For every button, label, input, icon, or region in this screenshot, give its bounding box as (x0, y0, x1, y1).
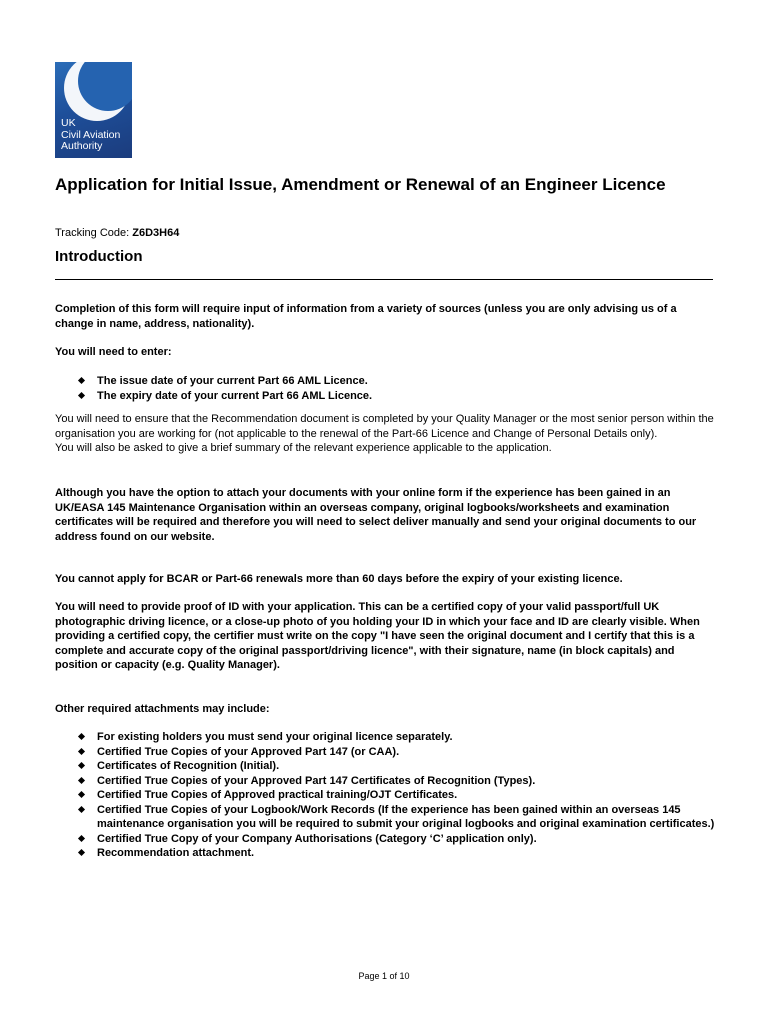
tracking-value: Z6D3H64 (132, 227, 180, 239)
page-number: Page 1 of 10 (358, 971, 410, 981)
need-to-enter-label: You will need to enter: (55, 346, 172, 358)
list-item: The issue date of your current Part 66 AML Licence. (55, 374, 715, 389)
logo-line-2: Civil Aviation (61, 128, 121, 141)
tracking-label: Tracking Code: (55, 227, 133, 239)
list-item: Certified True Copies of your Approved Part 147 (or CAA). (55, 745, 715, 760)
list-item: Certified True Copies of your Logbook/Work Records (If the experience has been gained within an overseas 145 maintenance organisation you will be required to submit your original logbooks and original examination certificates.) (55, 803, 715, 832)
list-item: Certified True Copies of Approved practical training/OJT Certificates. (55, 788, 715, 803)
attachments-list (55, 730, 715, 861)
list-item: The expiry date of your current Part 66 AML Licence. (55, 389, 715, 404)
logo-line-3: Authority (61, 140, 103, 152)
other-attachments-heading: Other required attachments may include: (55, 703, 270, 715)
uk-caa-logo (55, 62, 132, 158)
bullet-icon (78, 377, 85, 384)
bullet-icon (78, 791, 85, 798)
document-title: Application for Initial Issue, Amendment or Renewal of an Engineer Licence (55, 175, 666, 194)
list-item: Certificates of Recognition (Initial). (55, 759, 715, 774)
list-item: Certified True Copy of your Company Authorisations (Category ‘C’ application only). (55, 832, 715, 847)
list-item: Recommendation attachment. (55, 846, 715, 861)
bullet-icon (78, 747, 85, 754)
section-heading: Introduction (55, 248, 143, 265)
logo-wordmark (61, 118, 120, 153)
list-item: Certified True Copies of your Approved Part 147 Certificates of Recognition (Types). (55, 774, 715, 789)
logo-line-1: UK (61, 117, 76, 129)
bullet-icon (78, 762, 85, 769)
tracking-code (55, 227, 179, 239)
bullet-icon (78, 805, 85, 812)
bullet-icon (78, 733, 85, 740)
recommendation-paragraph: You will need to ensure that the Recommendation document is completed by your Quality Manager or the most senior person within the organisation you are working for (not applicable to the renewal of the Part-66 Licence and Change of Personal Details only). You will also be asked to give a brief summary of the relevant experience applicable to the application. (55, 413, 714, 454)
heading-divider (55, 279, 713, 280)
bullet-icon (78, 776, 85, 783)
proof-of-id-paragraph: You will need to provide proof of ID with your application. This can be a certified copy of your valid passport/full UK photographic driving licence, or a close-up photo of you holding your ID in which your face and ID are clearly visible. When providing a certified copy, the certifier must write on the copy "I have seen the original document and I certify that this is a complete and accurate copy of the original passport/driving licence", with their signature, name (in block capitals) and position or capacity (e.g. Quality Manager). (55, 601, 700, 671)
documents-paragraph: Although you have the option to attach your documents with your online form if the experience has been gained in an UK/EASA 145 Maintenance Organisation within an overseas company, original logbooks/worksheets and examination certificates will be required and therefore you will need to select deliver manually and send your original documents to our address found on our website. (55, 487, 697, 543)
bullet-icon (78, 849, 85, 856)
bullet-icon (78, 391, 85, 398)
list-item: For existing holders you must send your original licence separately. (55, 730, 715, 745)
intro-paragraph: Completion of this form will require input of information from a variety of sources (unless you are only advising us of a change in name, address, nationality). (55, 303, 677, 330)
renewal-paragraph: You cannot apply for BCAR or Part-66 renewals more than 60 days before the expiry of your existing licence. (55, 573, 623, 585)
bullet-icon (78, 834, 85, 841)
enter-list (55, 374, 715, 403)
